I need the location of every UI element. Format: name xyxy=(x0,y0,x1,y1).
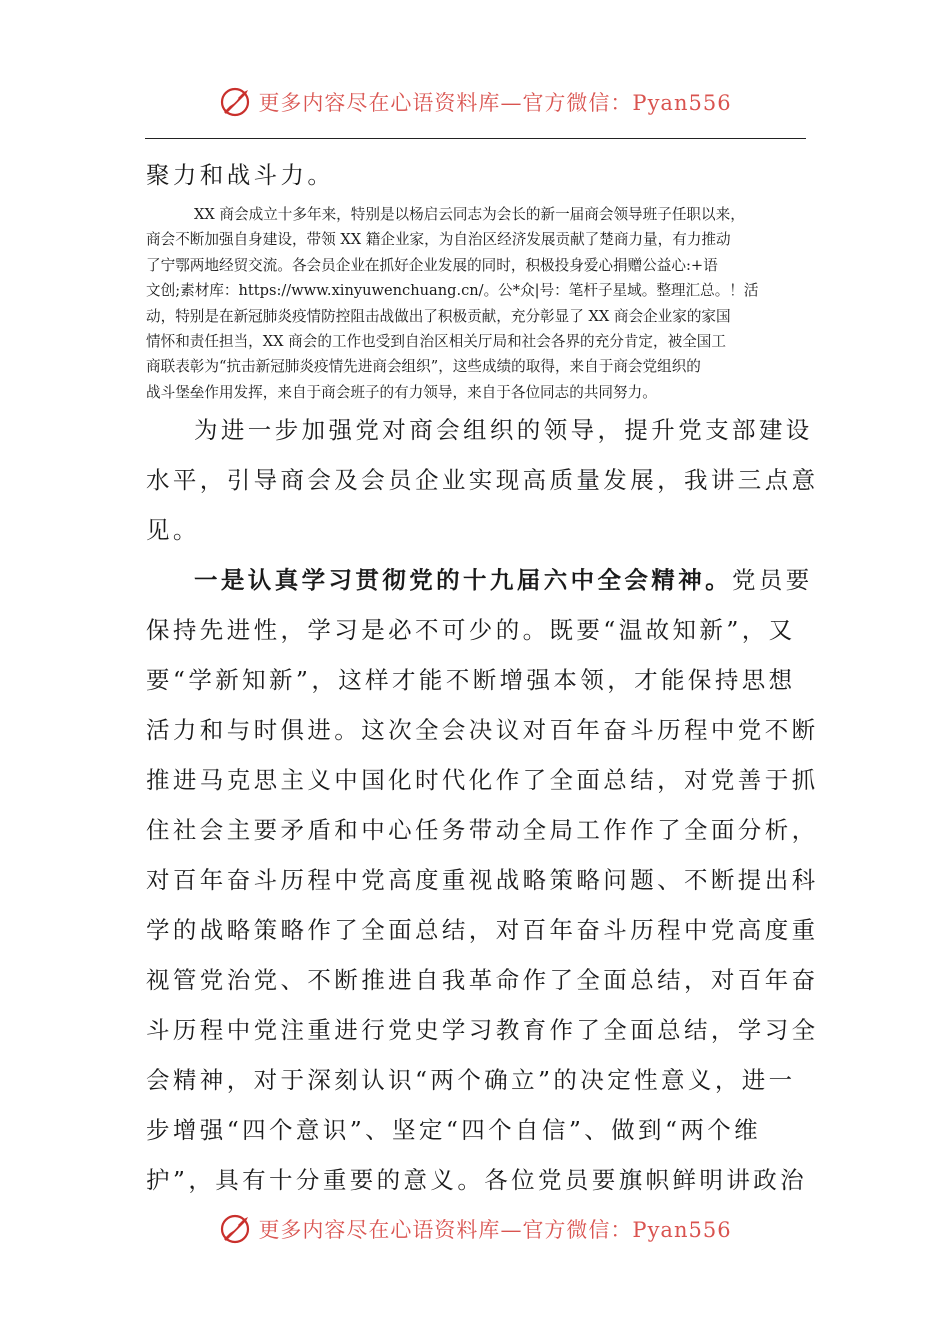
section-heading: 一是认真学习贯彻党的十九届六中全会精神。 xyxy=(194,566,732,595)
paragraph-point-one xyxy=(146,555,819,1205)
paragraph-line: 护”，具有十分重要的意义。各位党员要旗帜鲜明讲政治 xyxy=(146,1166,808,1195)
header-banner xyxy=(0,80,950,124)
paragraph-line: 要“学新知新”，这样才能不断增强本领，才能保持思想 xyxy=(146,666,796,695)
small-line: 文创;素材库：https://www.xinyuwenchuang.cn/。公*众|号：笔杆子星域。整理汇总。！活 xyxy=(146,282,759,300)
banner-separator: — xyxy=(500,91,523,115)
paragraph-line: 见。 xyxy=(146,516,200,545)
paragraph-line: 活力和与时俱进。这次全会决议对百年奋斗历程中党不断 xyxy=(146,716,819,745)
banner-title: 更多内容尽在心语资料库 xyxy=(258,91,501,115)
paragraph-line: 住社会主要矛盾和中心任务带动全局工作作了全面分析， xyxy=(146,816,819,845)
paragraph-line: 水平，引导商会及会员企业实现高质量发展，我讲三点意 xyxy=(146,466,819,495)
pen-quill-logo-icon xyxy=(218,1211,254,1247)
paragraph-intro xyxy=(146,405,819,555)
banner-wechat: 官方微信：Pyan556 xyxy=(522,1218,732,1242)
banner-text xyxy=(258,1214,731,1244)
paragraph-line: 聚力和战斗力。 xyxy=(146,161,335,189)
banner-separator: — xyxy=(500,1218,523,1242)
paragraph-line: 对百年奋斗历程中党高度重视战略策略问题、不断提出科 xyxy=(146,866,819,895)
small-line: 战斗堡垒作用发挥，来自于商会班子的有力领导，来自于各位同志的共同努力。 xyxy=(146,383,657,401)
small-line: XX 商会成立十多年来，特别是以杨启云同志为会长的新一届商会领导班子任职以来， xyxy=(194,206,745,223)
paragraph-line: 会精神，对于深刻认识“两个确立”的决定性意义，进一 xyxy=(146,1066,796,1095)
banner-text xyxy=(258,87,731,117)
paragraph-line: 视管党治党、不断推进自我革命作了全面总结，对百年奋 xyxy=(146,966,819,995)
paragraph-line xyxy=(146,555,813,605)
small-print-paragraph xyxy=(146,200,806,405)
banner-title: 更多内容尽在心语资料库 xyxy=(258,1218,501,1242)
paragraph-line: 斗历程中党注重进行党史学习教育作了全面总结，学习全 xyxy=(146,1016,819,1045)
footer-banner xyxy=(0,1207,950,1251)
paragraph-line: 为进一步加强党对商会组织的领导，提升党支部建设 xyxy=(194,416,813,445)
small-line: 商联表彰为“抗击新冠肺炎疫情先进商会组织”，这些成绩的取得，来自于商会党组织的 xyxy=(146,358,701,376)
small-line: 了宁鄂两地经贸交流。各会员企业在抓好企业发展的同时，积极投身爱心捐赠公益心:+语 xyxy=(146,256,718,274)
banner-wechat: 官方微信：Pyan556 xyxy=(522,91,732,115)
small-line: 动，特别是在新冠肺炎疫情防控阻击战做出了积极贡献，充分彰显了 XX 商会企业家的家国 xyxy=(146,307,731,325)
paragraph-line: 步增强“四个意识”、坚定“四个自信”、做到“两个维 xyxy=(146,1116,762,1145)
small-line: 商会不断加强自身建设，带领 XX 籍企业家，为自治区经济发展贡献了楚商力量，有力推动 xyxy=(146,231,731,249)
small-line: 情怀和责任担当，XX 商会的工作也受到自治区相关厅局和社会各界的充分肯定，被全国工 xyxy=(146,332,726,350)
document-body xyxy=(146,150,819,1205)
paragraph-line: 推进马克思主义中国化时代化作了全面总结，对党善于抓 xyxy=(146,766,819,795)
pen-quill-logo-icon xyxy=(218,84,254,120)
header-divider xyxy=(145,138,806,139)
heading-tail: 党员要 xyxy=(732,566,813,595)
paragraph-line: 学的战略策略作了全面总结，对百年奋斗历程中党高度重 xyxy=(146,916,819,945)
paragraph-line: 保持先进性，学习是必不可少的。既要“温故知新”，又 xyxy=(146,616,796,645)
